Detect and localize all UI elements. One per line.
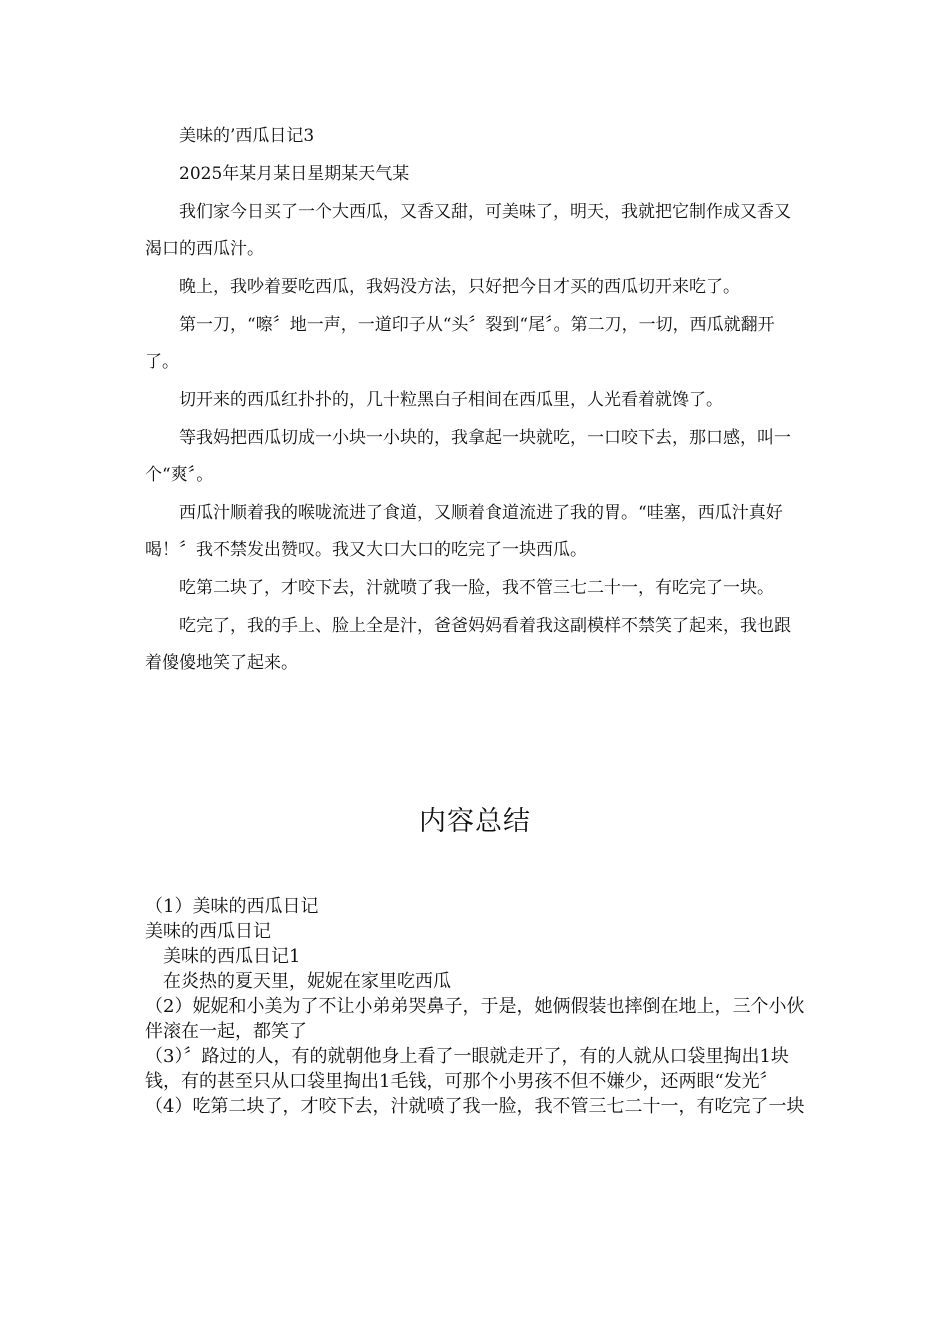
diary-paragraph: 吃完了，我的手上、脸上全是汁，爸爸妈妈看着我这副模样不禁笑了起来，我也跟着傻傻地笑了起来。 xyxy=(145,616,791,673)
diary-paragraph: 晚上，我吵着要吃西瓜，我妈没方法，只好把今日才买的西瓜切开来吃了。 xyxy=(179,277,740,297)
diary-title: 美味的’西瓜日记3 xyxy=(179,126,315,146)
diary-paragraph: 吃第二块了，才咬下去，汁就喷了我一脸，我不管三七二十一，有吃完了一块。 xyxy=(179,578,774,598)
summary-line: （2）妮妮和小美为了不让小弟弟哭鼻子，于是，她俩假装也摔倒在地上，三个小伙伴滚在一起，都笑了 xyxy=(145,996,805,1042)
summary-line: （3）〞路过的人，有的就朝他身上看了一眼就走开了，有的人就从口袋里掏出1块钱，有的甚至只从口袋里掏出1毛钱，可那个小男孩不但不嫌少，还两眼“发光〞 xyxy=(145,1046,789,1092)
diary-date-line: 2025年某月某日星期某天气某 xyxy=(179,164,410,184)
diary-paragraph: 等我妈把西瓜切成一小块一小块的，我拿起一块就吃，一口咬下去，那口感，叫一个“爽〞。 xyxy=(145,428,791,485)
diary-paragraph: 我们家今日买了一个大西瓜，又香又甜，可美味了，明天，我就把它制作成又香又渴口的西瓜汁。 xyxy=(145,202,791,259)
diary-section xyxy=(145,118,805,683)
diary-paragraph: 西瓜汁顺着我的喉咙流进了食道，又顺着食道流进了我的胃。“哇塞，西瓜汁真好喝！〞我不禁发出赞叹。我又大口大口的吃完了一块西瓜。 xyxy=(145,503,783,560)
summary-line: 在炎热的夏天里，妮妮在家里吃西瓜 xyxy=(163,971,451,992)
diary-paragraph: 切开来的西瓜红扑扑的，几十粒黑白子相间在西瓜里，人光看着就馋了。 xyxy=(179,390,723,410)
summary-line: （1）美味的西瓜日记 xyxy=(145,896,319,917)
summary-line: 美味的西瓜日记1 xyxy=(163,946,301,967)
diary-paragraph: 第一刀，“嚓〞地一声，一道印子从“头〞裂到“尾〞。第二刀，一切，西瓜就翻开了。 xyxy=(145,315,775,372)
summary-line: （4）吃第二块了，才咬下去，汁就喷了我一脸，我不管三七二十一，有吃完了一块 xyxy=(145,1096,805,1117)
summary-section xyxy=(145,894,810,1119)
summary-heading: 内容总结 xyxy=(419,806,531,837)
summary-line: 美味的西瓜日记 xyxy=(145,921,271,942)
